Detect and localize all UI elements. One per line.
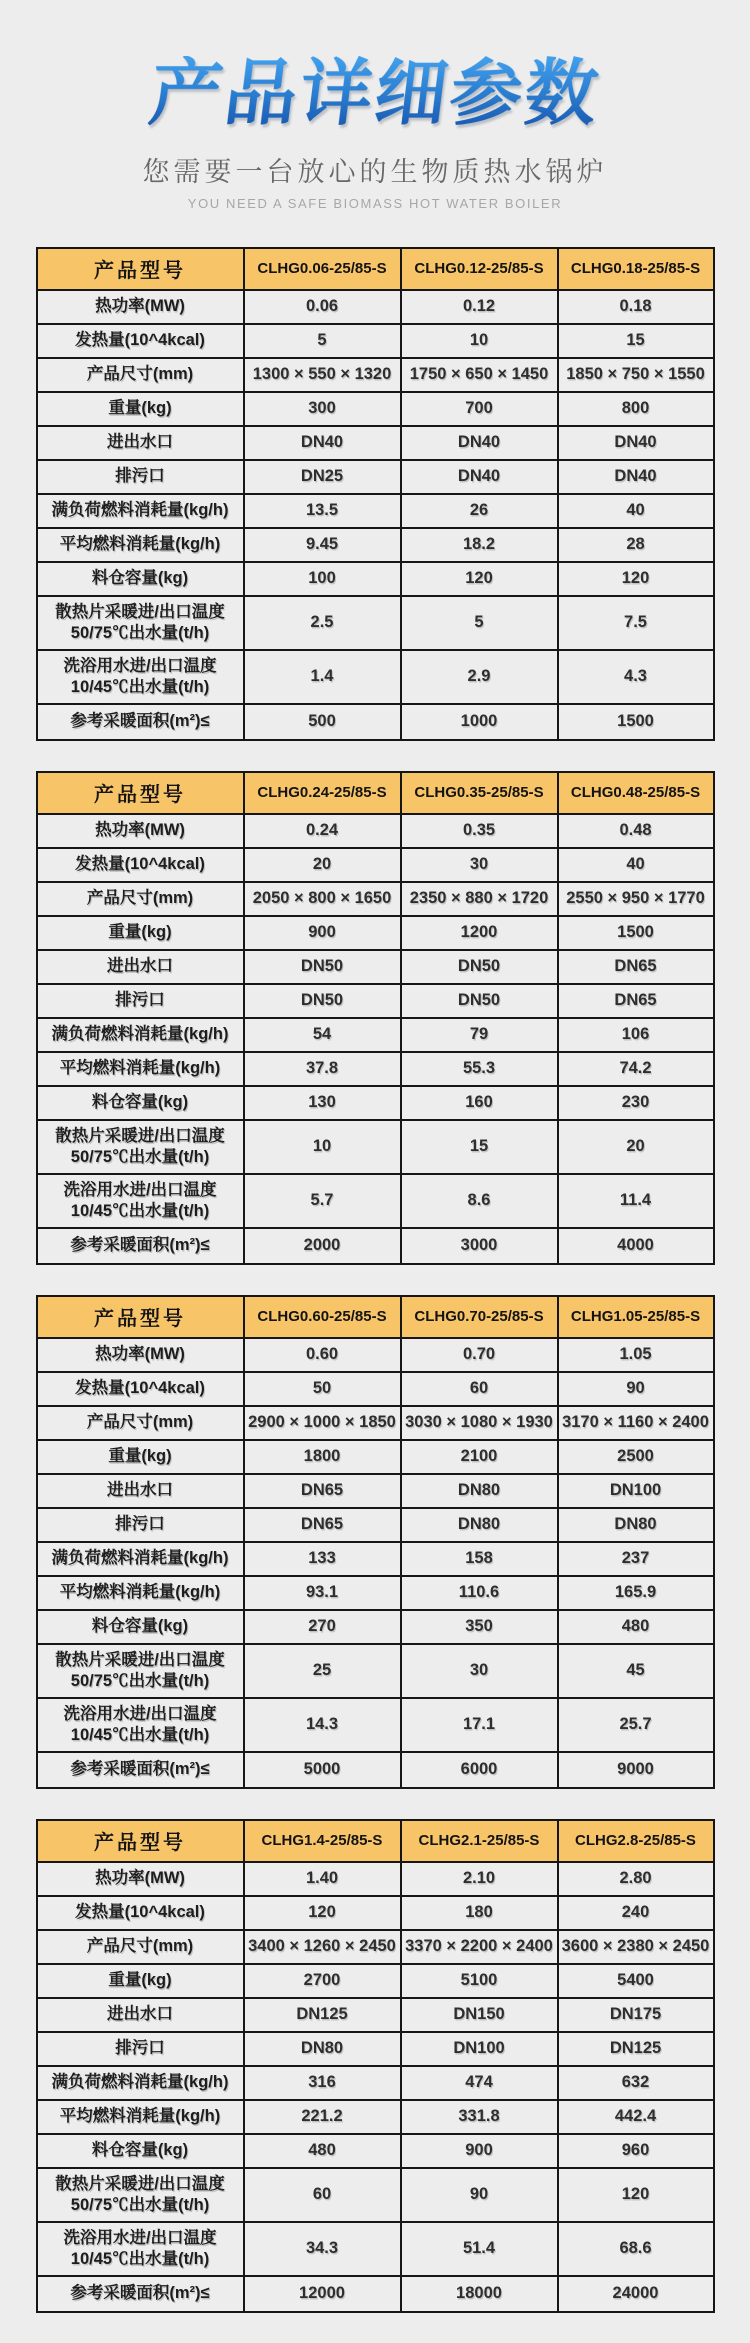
table-row: [37, 528, 714, 562]
row-label-cell: 发热量(10^4kcal): [37, 1896, 244, 1930]
value-cell: 230: [558, 1086, 714, 1120]
model-header-label-cell: 产品型号: [37, 1296, 244, 1338]
table-row: [37, 1406, 714, 1440]
value-cell: 1000: [401, 704, 558, 740]
row-label-cell: 进出水口: [37, 950, 244, 984]
table-row: [37, 2276, 714, 2312]
table-row: [37, 1018, 714, 1052]
model-name-cell: CLHG0.60-25/85-S: [244, 1296, 401, 1338]
value-cell: 240: [558, 1896, 714, 1930]
value-cell: 7.5: [558, 596, 714, 650]
value-cell: 15: [558, 324, 714, 358]
value-cell: 130: [244, 1086, 401, 1120]
value-cell: 2350 × 880 × 1720: [401, 882, 558, 916]
value-cell: 110.6: [401, 1576, 558, 1610]
value-cell: 2.80: [558, 1862, 714, 1896]
row-label-cell: 排污口: [37, 460, 244, 494]
value-cell: 180: [401, 1896, 558, 1930]
value-cell: 8.6: [401, 1174, 558, 1228]
value-cell: 1.05: [558, 1338, 714, 1372]
value-cell: 10: [401, 324, 558, 358]
value-cell: DN40: [558, 460, 714, 494]
value-cell: 960: [558, 2134, 714, 2168]
table-row: [37, 596, 714, 650]
value-cell: DN40: [558, 426, 714, 460]
table-row: [37, 1542, 714, 1576]
value-cell: 270: [244, 1610, 401, 1644]
value-cell: 1.4: [244, 650, 401, 704]
value-cell: 1200: [401, 916, 558, 950]
row-label-cell: 重量(kg): [37, 916, 244, 950]
value-cell: 120: [558, 562, 714, 596]
table-row: [37, 290, 714, 324]
value-cell: 2050 × 800 × 1650: [244, 882, 401, 916]
value-cell: 350: [401, 1610, 558, 1644]
value-cell: 20: [558, 1120, 714, 1174]
value-cell: 37.8: [244, 1052, 401, 1086]
row-label-cell: 产品尺寸(mm): [37, 1930, 244, 1964]
value-cell: 0.18: [558, 290, 714, 324]
value-cell: 18.2: [401, 528, 558, 562]
row-label-cell: 热功率(MW): [37, 814, 244, 848]
table-row: [37, 2066, 714, 2100]
value-cell: 316: [244, 2066, 401, 2100]
table-row: [37, 950, 714, 984]
value-cell: DN100: [558, 1474, 714, 1508]
row-label-cell: 发热量(10^4kcal): [37, 1372, 244, 1406]
model-name-cell: CLHG0.35-25/85-S: [401, 772, 558, 814]
value-cell: 20: [244, 848, 401, 882]
table-head: [37, 1296, 714, 1338]
page-subtitle: 您需要一台放心的生物质热水锅炉: [142, 156, 608, 187]
value-cell: DN50: [244, 950, 401, 984]
value-cell: 3600 × 2380 × 2450: [558, 1930, 714, 1964]
row-label-cell: 洗浴用水进/出口温度10/45℃出水量(t/h): [37, 1698, 244, 1752]
table-row: [37, 1930, 714, 1964]
row-label-cell: 平均燃料消耗量(kg/h): [37, 528, 244, 562]
value-cell: 133: [244, 1542, 401, 1576]
value-cell: DN40: [401, 426, 558, 460]
value-cell: 90: [401, 2168, 558, 2222]
value-cell: DN65: [244, 1474, 401, 1508]
row-label-cell: 满负荷燃料消耗量(kg/h): [37, 1542, 244, 1576]
table-row: [37, 392, 714, 426]
value-cell: 0.48: [558, 814, 714, 848]
row-label-cell: 散热片采暖进/出口温度50/75℃出水量(t/h): [37, 1644, 244, 1698]
value-cell: 11.4: [558, 1174, 714, 1228]
row-label-cell: 重量(kg): [37, 392, 244, 426]
value-cell: 0.06: [244, 290, 401, 324]
value-cell: 40: [558, 848, 714, 882]
spec-table: [36, 1295, 715, 1789]
model-header-label-cell: 产品型号: [37, 772, 244, 814]
value-cell: 79: [401, 1018, 558, 1052]
value-cell: 26: [401, 494, 558, 528]
row-label-cell: 参考采暖面积(m²)≤: [37, 2276, 244, 2312]
value-cell: DN50: [244, 984, 401, 1018]
row-label-cell: 料仓容量(kg): [37, 1610, 244, 1644]
table-row: [37, 460, 714, 494]
value-cell: 30: [401, 1644, 558, 1698]
table-row: [37, 2222, 714, 2276]
row-label-cell: 散热片采暖进/出口温度50/75℃出水量(t/h): [37, 596, 244, 650]
spec-tables-container: [0, 211, 750, 2313]
table-row: [37, 1964, 714, 1998]
row-label-cell: 热功率(MW): [37, 1862, 244, 1896]
spec-table: [36, 771, 715, 1265]
value-cell: 18000: [401, 2276, 558, 2312]
row-label-cell: 平均燃料消耗量(kg/h): [37, 1052, 244, 1086]
value-cell: DN50: [401, 984, 558, 1018]
value-cell: DN80: [401, 1474, 558, 1508]
table-row: [37, 1752, 714, 1788]
value-cell: 3030 × 1080 × 1930: [401, 1406, 558, 1440]
row-label-cell: 满负荷燃料消耗量(kg/h): [37, 2066, 244, 2100]
value-cell: 25.7: [558, 1698, 714, 1752]
value-cell: 5: [244, 324, 401, 358]
table-body: [37, 1862, 714, 2312]
value-cell: 2.9: [401, 650, 558, 704]
table-row: [37, 650, 714, 704]
value-cell: 900: [401, 2134, 558, 2168]
value-cell: 45: [558, 1644, 714, 1698]
table-row: [37, 2100, 714, 2134]
value-cell: 5400: [558, 1964, 714, 1998]
value-cell: 160: [401, 1086, 558, 1120]
value-cell: 1500: [558, 704, 714, 740]
row-label-cell: 热功率(MW): [37, 290, 244, 324]
spec-table: [36, 247, 715, 741]
row-label-cell: 热功率(MW): [37, 1338, 244, 1372]
table-row: [37, 704, 714, 740]
value-cell: DN40: [244, 426, 401, 460]
value-cell: 1750 × 650 × 1450: [401, 358, 558, 392]
value-cell: 15: [401, 1120, 558, 1174]
value-cell: 51.4: [401, 2222, 558, 2276]
model-header-label-cell: 产品型号: [37, 248, 244, 290]
table-row: [37, 562, 714, 596]
value-cell: 68.6: [558, 2222, 714, 2276]
table-row: [37, 1052, 714, 1086]
table-row: [37, 1998, 714, 2032]
table-row: [37, 1698, 714, 1752]
row-label-cell: 产品尺寸(mm): [37, 882, 244, 916]
table-row: [37, 1862, 714, 1896]
value-cell: 2.5: [244, 596, 401, 650]
value-cell: 120: [401, 562, 558, 596]
table-row: [37, 1372, 714, 1406]
table-row: [37, 2168, 714, 2222]
page-subtitle-en: YOU NEED A SAFE BIOMASS HOT WATER BOILER: [187, 195, 563, 211]
value-cell: 106: [558, 1018, 714, 1052]
value-cell: 120: [244, 1896, 401, 1930]
row-label-cell: 进出水口: [37, 1474, 244, 1508]
value-cell: DN150: [401, 1998, 558, 2032]
value-cell: 4000: [558, 1228, 714, 1264]
value-cell: 5000: [244, 1752, 401, 1788]
value-cell: DN175: [558, 1998, 714, 2032]
value-cell: 480: [244, 2134, 401, 2168]
row-label-cell: 料仓容量(kg): [37, 1086, 244, 1120]
table-row: [37, 1644, 714, 1698]
value-cell: 2550 × 950 × 1770: [558, 882, 714, 916]
value-cell: DN100: [401, 2032, 558, 2066]
table-row: [37, 984, 714, 1018]
value-cell: 2500: [558, 1440, 714, 1474]
model-header-label-cell: 产品型号: [37, 1820, 244, 1862]
row-label-cell: 散热片采暖进/出口温度50/75℃出水量(t/h): [37, 1120, 244, 1174]
value-cell: DN80: [558, 1508, 714, 1542]
table-row: [37, 1508, 714, 1542]
value-cell: 1850 × 750 × 1550: [558, 358, 714, 392]
value-cell: 74.2: [558, 1052, 714, 1086]
table-row: [37, 426, 714, 460]
value-cell: 632: [558, 2066, 714, 2100]
table-row: [37, 1896, 714, 1930]
value-cell: DN80: [244, 2032, 401, 2066]
value-cell: 100: [244, 562, 401, 596]
model-header-row: [37, 248, 714, 290]
row-label-cell: 产品尺寸(mm): [37, 1406, 244, 1440]
value-cell: 158: [401, 1542, 558, 1576]
model-name-cell: CLHG0.06-25/85-S: [244, 248, 401, 290]
row-label-cell: 排污口: [37, 984, 244, 1018]
value-cell: DN125: [244, 1998, 401, 2032]
row-label-cell: 料仓容量(kg): [37, 562, 244, 596]
value-cell: 800: [558, 392, 714, 426]
value-cell: 1.40: [244, 1862, 401, 1896]
model-name-cell: CLHG0.48-25/85-S: [558, 772, 714, 814]
model-name-cell: CLHG1.4-25/85-S: [244, 1820, 401, 1862]
row-label-cell: 满负荷燃料消耗量(kg/h): [37, 494, 244, 528]
value-cell: 50: [244, 1372, 401, 1406]
table-row: [37, 324, 714, 358]
value-cell: 5100: [401, 1964, 558, 1998]
row-label-cell: 平均燃料消耗量(kg/h): [37, 2100, 244, 2134]
value-cell: 17.1: [401, 1698, 558, 1752]
table-row: [37, 1576, 714, 1610]
row-label-cell: 平均燃料消耗量(kg/h): [37, 1576, 244, 1610]
row-label-cell: 参考采暖面积(m²)≤: [37, 1228, 244, 1264]
model-name-cell: CLHG0.12-25/85-S: [401, 248, 558, 290]
row-label-cell: 进出水口: [37, 426, 244, 460]
value-cell: 30: [401, 848, 558, 882]
value-cell: 2900 × 1000 × 1850: [244, 1406, 401, 1440]
value-cell: 13.5: [244, 494, 401, 528]
row-label-cell: 发热量(10^4kcal): [37, 848, 244, 882]
row-label-cell: 料仓容量(kg): [37, 2134, 244, 2168]
row-label-cell: 重量(kg): [37, 1440, 244, 1474]
value-cell: 3170 × 1160 × 2400: [558, 1406, 714, 1440]
table-row: [37, 2134, 714, 2168]
value-cell: 1500: [558, 916, 714, 950]
row-label-cell: 散热片采暖进/出口温度50/75℃出水量(t/h): [37, 2168, 244, 2222]
value-cell: 0.60: [244, 1338, 401, 1372]
value-cell: 5: [401, 596, 558, 650]
value-cell: 221.2: [244, 2100, 401, 2134]
table-row: [37, 1338, 714, 1372]
model-name-cell: CLHG0.24-25/85-S: [244, 772, 401, 814]
page-title: 产品详细参数: [145, 54, 606, 134]
value-cell: 55.3: [401, 1052, 558, 1086]
table-row: [37, 1474, 714, 1508]
table-row: [37, 494, 714, 528]
table-body: [37, 814, 714, 1264]
value-cell: 9.45: [244, 528, 401, 562]
value-cell: 9000: [558, 1752, 714, 1788]
value-cell: 1300 × 550 × 1320: [244, 358, 401, 392]
model-header-row: [37, 1820, 714, 1862]
value-cell: DN65: [558, 984, 714, 1018]
value-cell: 90: [558, 1372, 714, 1406]
model-name-cell: CLHG2.1-25/85-S: [401, 1820, 558, 1862]
value-cell: 60: [244, 2168, 401, 2222]
value-cell: 1800: [244, 1440, 401, 1474]
model-name-cell: CLHG1.05-25/85-S: [558, 1296, 714, 1338]
table-head: [37, 772, 714, 814]
row-label-cell: 参考采暖面积(m²)≤: [37, 704, 244, 740]
value-cell: 5.7: [244, 1174, 401, 1228]
value-cell: 3400 × 1260 × 2450: [244, 1930, 401, 1964]
value-cell: 60: [401, 1372, 558, 1406]
value-cell: 93.1: [244, 1576, 401, 1610]
table-body: [37, 1338, 714, 1788]
table-head: [37, 1820, 714, 1862]
table-row: [37, 814, 714, 848]
model-header-row: [37, 772, 714, 814]
value-cell: 331.8: [401, 2100, 558, 2134]
value-cell: DN25: [244, 460, 401, 494]
value-cell: 900: [244, 916, 401, 950]
value-cell: 28: [558, 528, 714, 562]
value-cell: 120: [558, 2168, 714, 2222]
value-cell: 2000: [244, 1228, 401, 1264]
table-row: [37, 1610, 714, 1644]
model-header-row: [37, 1296, 714, 1338]
value-cell: 500: [244, 704, 401, 740]
table-row: [37, 916, 714, 950]
table-row: [37, 358, 714, 392]
value-cell: 34.3: [244, 2222, 401, 2276]
value-cell: 300: [244, 392, 401, 426]
model-name-cell: CLHG2.8-25/85-S: [558, 1820, 714, 1862]
row-label-cell: 参考采暖面积(m²)≤: [37, 1752, 244, 1788]
table-row: [37, 1086, 714, 1120]
table-row: [37, 882, 714, 916]
value-cell: 2100: [401, 1440, 558, 1474]
value-cell: DN65: [558, 950, 714, 984]
table-head: [37, 248, 714, 290]
page-header: [0, 0, 750, 211]
table-row: [37, 1174, 714, 1228]
row-label-cell: 发热量(10^4kcal): [37, 324, 244, 358]
table-row: [37, 1228, 714, 1264]
row-label-cell: 洗浴用水进/出口温度10/45℃出水量(t/h): [37, 1174, 244, 1228]
value-cell: 0.12: [401, 290, 558, 324]
model-name-cell: CLHG0.18-25/85-S: [558, 248, 714, 290]
value-cell: 237: [558, 1542, 714, 1576]
value-cell: DN80: [401, 1508, 558, 1542]
value-cell: 12000: [244, 2276, 401, 2312]
value-cell: 4.3: [558, 650, 714, 704]
value-cell: DN65: [244, 1508, 401, 1542]
table-row: [37, 1120, 714, 1174]
value-cell: 0.24: [244, 814, 401, 848]
value-cell: 24000: [558, 2276, 714, 2312]
table-body: [37, 290, 714, 740]
value-cell: 14.3: [244, 1698, 401, 1752]
value-cell: 0.35: [401, 814, 558, 848]
value-cell: 442.4: [558, 2100, 714, 2134]
value-cell: 3370 × 2200 × 2400: [401, 1930, 558, 1964]
value-cell: 165.9: [558, 1576, 714, 1610]
value-cell: 54: [244, 1018, 401, 1052]
value-cell: 6000: [401, 1752, 558, 1788]
value-cell: DN125: [558, 2032, 714, 2066]
value-cell: 25: [244, 1644, 401, 1698]
row-label-cell: 洗浴用水进/出口温度10/45℃出水量(t/h): [37, 650, 244, 704]
value-cell: 2.10: [401, 1862, 558, 1896]
row-label-cell: 排污口: [37, 1508, 244, 1542]
table-row: [37, 1440, 714, 1474]
value-cell: 3000: [401, 1228, 558, 1264]
table-row: [37, 2032, 714, 2066]
value-cell: 40: [558, 494, 714, 528]
row-label-cell: 重量(kg): [37, 1964, 244, 1998]
value-cell: 0.70: [401, 1338, 558, 1372]
value-cell: DN50: [401, 950, 558, 984]
table-row: [37, 848, 714, 882]
row-label-cell: 进出水口: [37, 1998, 244, 2032]
value-cell: 480: [558, 1610, 714, 1644]
row-label-cell: 洗浴用水进/出口温度10/45℃出水量(t/h): [37, 2222, 244, 2276]
model-name-cell: CLHG0.70-25/85-S: [401, 1296, 558, 1338]
value-cell: 2700: [244, 1964, 401, 1998]
value-cell: 474: [401, 2066, 558, 2100]
row-label-cell: 排污口: [37, 2032, 244, 2066]
value-cell: 700: [401, 392, 558, 426]
value-cell: 10: [244, 1120, 401, 1174]
row-label-cell: 产品尺寸(mm): [37, 358, 244, 392]
spec-table: [36, 1819, 715, 2313]
row-label-cell: 满负荷燃料消耗量(kg/h): [37, 1018, 244, 1052]
value-cell: DN40: [401, 460, 558, 494]
